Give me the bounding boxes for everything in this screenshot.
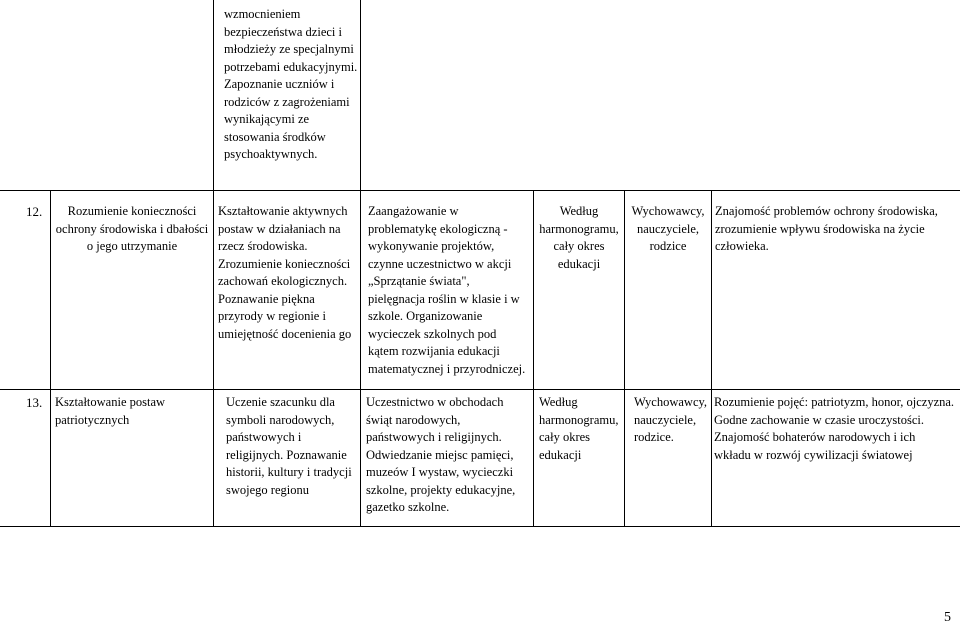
continued-row-tasks: wzmocnieniem bezpieczeństwa dzieci i młodzieży ze specjalnymi potrzebami edukacyjnymi. Zapoznanie uczniów i rodziców z zagrożeniami wynikającymi ze stosowania środków psychoaktywnych. (224, 7, 358, 161)
row-number: 13. (26, 395, 43, 410)
column-divider (624, 190, 625, 526)
row-outcomes: Znajomość problemów ochrony środowiska, zrozumienie wpływu środowiska na życie człowieka. (715, 204, 938, 253)
column-divider (213, 0, 214, 526)
row-tasks: Kształtowanie aktywnych postaw w działaniach na rzecz środowiska. Zrozumienie konieczności zachowań ekologicznych. Poznawanie piękna przyrody w regionie i umiejętność docenienia go (218, 204, 352, 341)
row-responsible: Wychowawcy, nauczyciele, rodzice. (634, 395, 708, 444)
row-outcomes: Rozumienie pojęć: patriotyzm, honor, ojczyzna. Godne zachowanie w czasie uroczystości. Znajomość bohaterów narodowych i ich wkładu w rozwój cywilizacji światowej (714, 395, 955, 462)
row-methods: Uczestnictwo w obchodach świąt narodowych, państwowych i religijnych. Odwiedzanie miejsc pamięci, muzeów I wystaw, wycieczki szkolne, projekty edukacyjne, gazetko szkolne. (366, 395, 516, 514)
page-number: 5 (944, 610, 951, 625)
row-timing: Według harmonogramu, cały okres edukacji (539, 395, 619, 462)
row-responsible: Wychowawcy, nauczyciele, rodzice (631, 204, 705, 253)
row-number: 12. (26, 204, 43, 219)
row-timing: Według harmonogramu, cały okres edukacji (539, 204, 619, 271)
row-area: Rozumienie konieczności ochrony środowiska i dbałości o jego utrzymanie (55, 204, 209, 253)
row-tasks: Uczenie szacunku dla symboli narodowych, państwowych i religijnych. Poznawanie historii, kultury i tradycji swojego regionu (226, 395, 352, 497)
row-divider (0, 389, 960, 390)
table-top-border (0, 190, 960, 191)
column-divider (711, 190, 712, 526)
row-area: Kształtowanie postaw patriotycznych (55, 395, 166, 427)
row-methods: Zaangażowanie w problematykę ekologiczną - wykonywanie projektów, czynne uczestnictwo w akcji „Sprzątanie świata", pielęgnacja roślin w klasie i w szkole. Organizowanie wycieczek szkolnych pod kątem rozwijania edukacji matematycznej i przyrodniczej. (368, 204, 526, 376)
column-divider (360, 0, 361, 526)
table-bottom-border (0, 526, 960, 527)
column-divider (533, 190, 534, 526)
column-divider (50, 190, 51, 526)
